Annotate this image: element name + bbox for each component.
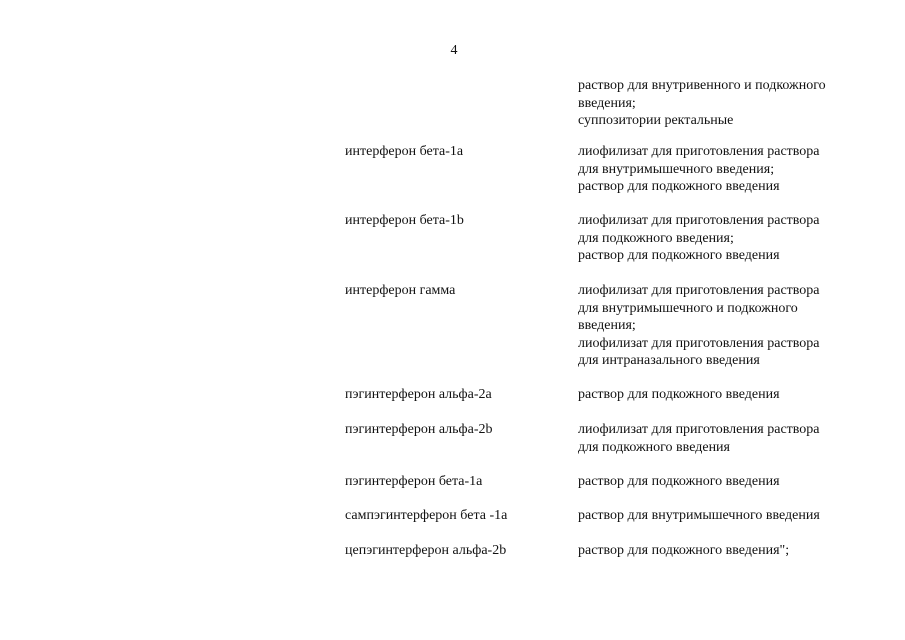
dosage-form-line: для внутримышечного и подкожного	[578, 300, 798, 316]
drug-name: пэгинтерферон альфа-2b	[345, 422, 493, 437]
drug-name: пэгинтерферон бета-1a	[345, 474, 483, 489]
dosage-form-line: раствор для подкожного введения	[578, 387, 780, 402]
drug-name: интерферон бета-1a	[345, 144, 464, 159]
dosage-form-line: лиофилизат для приготовления раствора	[578, 335, 820, 351]
dosage-form-line: раствор для внутримышечного введения	[578, 508, 820, 523]
continued-dosage-forms	[578, 77, 868, 130]
dosage-forms	[578, 386, 868, 404]
dosage-form-line: раствор для подкожного введения	[578, 179, 780, 194]
dosage-form-line: суппозитории ректальные	[578, 113, 734, 128]
drug-name: пэгинтерферон альфа-2a	[345, 387, 492, 402]
drug-name: сампэгинтерферон бета -1a	[345, 508, 508, 523]
dosage-form-line: лиофилизат для приготовления раствора	[578, 283, 820, 298]
dosage-form-line: для внутримышечного введения;	[578, 161, 775, 177]
dosage-forms	[578, 212, 868, 265]
dosage-form-line: лиофилизат для приготовления раствора	[578, 213, 820, 228]
dosage-form-line: раствор для подкожного введения	[578, 248, 780, 263]
page-number: 4	[450, 43, 458, 58]
dosage-forms	[578, 507, 868, 525]
drug-name: интерферон гамма	[345, 283, 456, 298]
dosage-forms	[578, 542, 868, 560]
dosage-forms	[578, 143, 868, 196]
dosage-form-line: введения;	[578, 95, 636, 111]
dosage-form-line: раствор для подкожного введения";	[578, 543, 790, 558]
dosage-form-line: для подкожного введения;	[578, 230, 734, 246]
dosage-form-line: лиофилизат для приготовления раствора	[578, 144, 820, 159]
dosage-forms	[578, 473, 868, 491]
dosage-forms	[578, 421, 868, 456]
dosage-forms	[578, 282, 868, 370]
dosage-form-line: введения;	[578, 318, 636, 333]
dosage-form-line: для интраназального введения	[578, 353, 760, 368]
dosage-form-line: раствор для внутривенного и подкожного	[578, 78, 826, 93]
drug-name: цепэгинтерферон альфа-2b	[345, 543, 507, 558]
drug-name: интерферон бета-1b	[345, 213, 464, 228]
dosage-form-line: для подкожного введения	[578, 439, 730, 455]
dosage-form-line: раствор для подкожного введения	[578, 474, 780, 489]
dosage-form-line: лиофилизат для приготовления раствора	[578, 422, 820, 437]
